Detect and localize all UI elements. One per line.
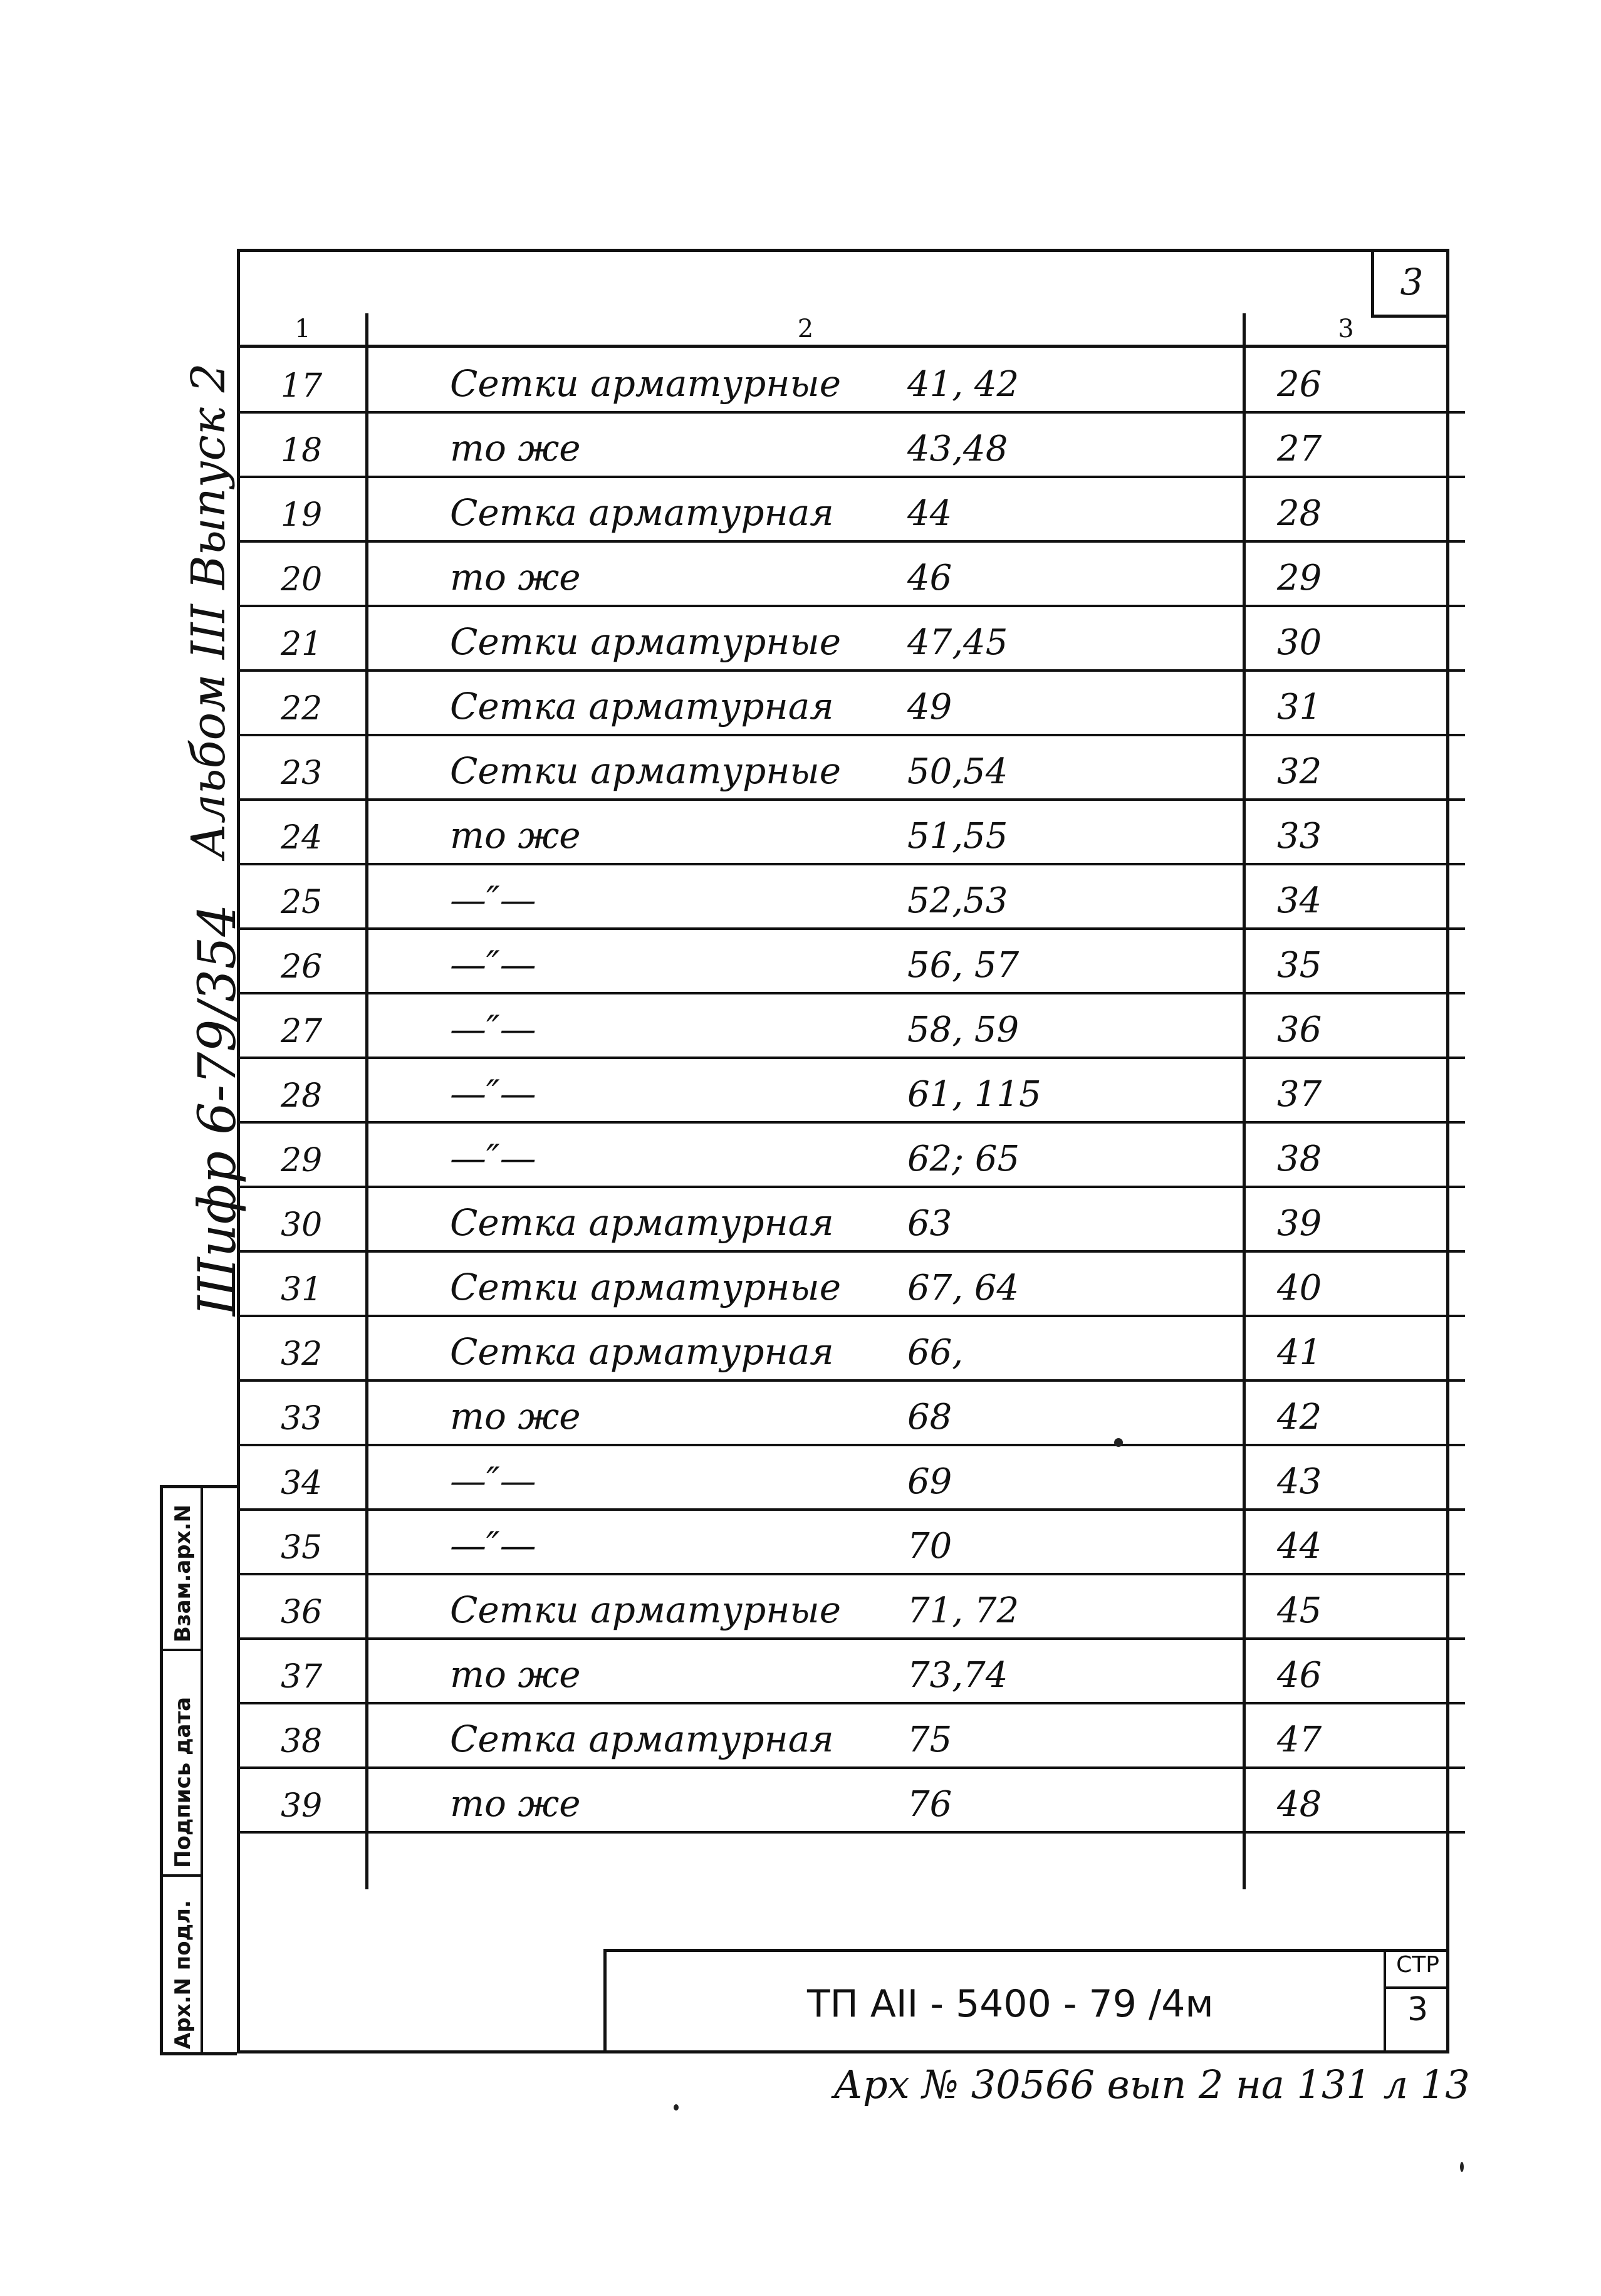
page-number: 3: [1400, 260, 1424, 303]
table-row: [237, 414, 1465, 478]
stamp-divider: [201, 1488, 203, 2052]
row-page: 27: [1277, 429, 1322, 469]
side-stamp: [160, 1485, 237, 2055]
table-row: [237, 350, 1465, 414]
row-number: 25: [281, 884, 323, 921]
table-row: [237, 1576, 1465, 1640]
row-sheet-numbers: 76: [907, 1784, 952, 1825]
row-title: Сетка арматурная: [450, 1201, 834, 1244]
header-col-2: 2: [368, 313, 1243, 348]
row-page: 48: [1277, 1784, 1322, 1825]
table-row: [237, 801, 1465, 865]
row-separator: [237, 1573, 1465, 1575]
row-number: 38: [281, 1723, 323, 1760]
row-separator: [237, 1766, 1465, 1769]
row-sheet-numbers: 67, 64: [907, 1268, 1020, 1308]
row-page: 28: [1277, 493, 1322, 534]
row-sheet-numbers: 68: [907, 1397, 952, 1438]
row-sheet-numbers: 41, 42: [907, 364, 1020, 405]
row-title: Сетки арматурные: [450, 1266, 842, 1308]
row-sheet-numbers: 66,: [907, 1332, 964, 1373]
row-separator: [237, 1250, 1465, 1253]
row-title: Сетки арматурные: [450, 362, 842, 405]
row-separator: [237, 1444, 1465, 1446]
row-separator: [237, 1637, 1465, 1640]
table-row: [237, 1382, 1465, 1446]
table-row: [237, 1511, 1465, 1575]
row-title: —″—: [450, 1137, 536, 1179]
table-row: [237, 1770, 1465, 1834]
row-sheet-numbers: 50,54: [907, 751, 1008, 792]
row-separator: [237, 798, 1465, 801]
row-page: 42: [1277, 1397, 1322, 1438]
row-number: 18: [281, 432, 323, 469]
row-sheet-numbers: 71, 72: [907, 1590, 1020, 1631]
row-page: 35: [1277, 945, 1322, 986]
row-sheet-numbers: 69: [907, 1461, 952, 1502]
row-number: 23: [281, 754, 323, 792]
table-row: [237, 866, 1465, 930]
cipher-note: Шифр 6-79/354: [188, 904, 248, 1316]
row-page: 47: [1277, 1719, 1322, 1760]
table-row: [237, 672, 1465, 736]
row-sheet-numbers: 47,45: [907, 622, 1008, 663]
stamp-cell-replacement: Взам.арх.N: [163, 1488, 201, 1651]
row-page: 31: [1277, 687, 1322, 728]
row-number: 35: [281, 1529, 323, 1567]
row-page: 37: [1277, 1074, 1322, 1115]
row-page: 33: [1277, 816, 1322, 857]
row-page: 41: [1277, 1332, 1322, 1373]
row-title: Сетка арматурная: [450, 1718, 834, 1760]
row-title: то же: [450, 427, 581, 469]
row-sheet-numbers: 73,74: [907, 1655, 1008, 1696]
row-number: 22: [281, 690, 323, 728]
row-number: 32: [281, 1335, 323, 1373]
table-row: [237, 1318, 1465, 1382]
row-separator: [237, 411, 1465, 414]
row-number: 27: [281, 1013, 323, 1050]
row-title: —″—: [450, 1072, 536, 1115]
table-row: [237, 931, 1465, 994]
table-row: [237, 1705, 1465, 1769]
row-number: 34: [281, 1464, 323, 1502]
row-sheet-numbers: 52,53: [907, 880, 1008, 921]
row-sheet-numbers: 46: [907, 558, 952, 598]
table-row: [237, 1253, 1465, 1317]
row-page: 36: [1277, 1010, 1322, 1050]
header-col-3: 3: [1243, 313, 1449, 348]
row-number: 29: [281, 1142, 323, 1179]
row-separator: [237, 605, 1465, 607]
table-row: [237, 543, 1465, 607]
row-separator: [237, 734, 1465, 736]
row-title: Сетки арматурные: [450, 749, 842, 792]
album-issue-note: Альбом III Выпуск 2: [182, 363, 236, 858]
row-page: 32: [1277, 751, 1322, 792]
row-separator: [237, 863, 1465, 865]
stamp-cell-original: Арх.N подл.: [170, 1900, 196, 2049]
archive-note: Арх № 30566 вып 2 на 131 л 13: [833, 2062, 1470, 2107]
row-page: 40: [1277, 1268, 1322, 1308]
row-title: —″—: [450, 1459, 536, 1502]
table-row: [237, 608, 1465, 672]
sheet-box: [1384, 1952, 1449, 2053]
row-title: то же: [450, 1782, 581, 1825]
sheet-number: 3: [1407, 1991, 1429, 2028]
row-separator: [237, 1315, 1465, 1317]
ink-speck: [1114, 1438, 1123, 1447]
table-row: [237, 737, 1465, 801]
row-page: 34: [1277, 880, 1322, 921]
row-number: 36: [281, 1594, 323, 1631]
row-number: 33: [281, 1400, 323, 1438]
row-title: то же: [450, 556, 581, 598]
row-number: 21: [281, 625, 323, 663]
table-row: [237, 995, 1465, 1059]
row-sheet-numbers: 58, 59: [907, 1010, 1020, 1050]
row-title: Сетка арматурная: [450, 1330, 834, 1373]
row-title: Сетка арматурная: [450, 685, 834, 728]
row-separator: [237, 540, 1465, 543]
ink-speck: [1460, 2162, 1464, 2172]
row-title: —″—: [450, 1524, 536, 1567]
row-separator: [237, 1702, 1465, 1704]
row-page: 29: [1277, 558, 1322, 598]
row-sheet-numbers: 61, 115: [907, 1074, 1041, 1115]
row-sheet-numbers: 56, 57: [907, 945, 1020, 986]
row-page: 26: [1277, 364, 1322, 405]
row-number: 19: [281, 496, 323, 534]
table-row: [237, 1124, 1465, 1188]
row-title: Сетка арматурная: [450, 491, 834, 534]
row-sheet-numbers: 70: [907, 1526, 952, 1567]
row-separator: [237, 476, 1465, 478]
row-separator: [237, 669, 1465, 672]
row-number: 20: [281, 561, 323, 598]
row-separator: [237, 1121, 1465, 1124]
row-number: 31: [281, 1271, 323, 1308]
row-sheet-numbers: 51,55: [907, 816, 1008, 857]
row-number: 24: [281, 819, 323, 857]
row-page: 30: [1277, 622, 1322, 663]
row-page: 39: [1277, 1203, 1322, 1244]
row-separator: [237, 992, 1465, 994]
page-number-box: [1371, 249, 1449, 318]
table-row: [237, 1641, 1465, 1704]
row-sheet-numbers: 43,48: [907, 429, 1008, 469]
header-col-1: 1: [237, 313, 368, 348]
row-title: Сетки арматурные: [450, 620, 842, 663]
row-title: то же: [450, 1395, 581, 1438]
row-sheet-numbers: 63: [907, 1203, 952, 1244]
table-row: [237, 1189, 1465, 1253]
row-title: —″—: [450, 879, 536, 921]
table-row: [237, 1060, 1465, 1124]
row-separator: [237, 1508, 1465, 1511]
row-page: 46: [1277, 1655, 1322, 1696]
row-number: 26: [281, 948, 323, 986]
row-number: 28: [281, 1077, 323, 1115]
table-row: [237, 1447, 1465, 1511]
row-page: 45: [1277, 1590, 1322, 1631]
row-page: 38: [1277, 1139, 1322, 1179]
row-number: 30: [281, 1206, 323, 1244]
row-sheet-numbers: 49: [907, 687, 952, 728]
table-row: [237, 479, 1465, 543]
row-page: 44: [1277, 1526, 1322, 1567]
row-separator: [237, 1831, 1465, 1834]
row-title: Сетки арматурные: [450, 1589, 842, 1631]
document-code: ТП АII - 5400 - 79 /4м: [807, 1982, 1214, 2026]
row-separator: [237, 927, 1465, 930]
row-number: 17: [281, 367, 323, 405]
row-sheet-numbers: 75: [907, 1719, 952, 1760]
row-number: 37: [281, 1658, 323, 1696]
row-sheet-numbers: 44: [907, 493, 952, 534]
row-title: то же: [450, 814, 581, 857]
ink-speck: [674, 2104, 679, 2111]
row-separator: [237, 1186, 1465, 1188]
row-number: 39: [281, 1787, 323, 1825]
row-title: то же: [450, 1653, 581, 1696]
row-sheet-numbers: 62; 65: [907, 1139, 1020, 1179]
row-separator: [237, 1379, 1465, 1382]
title-block: [603, 1949, 1449, 2053]
row-title: —″—: [450, 943, 536, 986]
sheet-label: СТР: [1386, 1952, 1449, 1989]
row-separator: [237, 1057, 1465, 1059]
row-page: 43: [1277, 1461, 1322, 1502]
stamp-cell-signature: Подпись дата: [163, 1651, 201, 1877]
row-title: —″—: [450, 1008, 536, 1050]
